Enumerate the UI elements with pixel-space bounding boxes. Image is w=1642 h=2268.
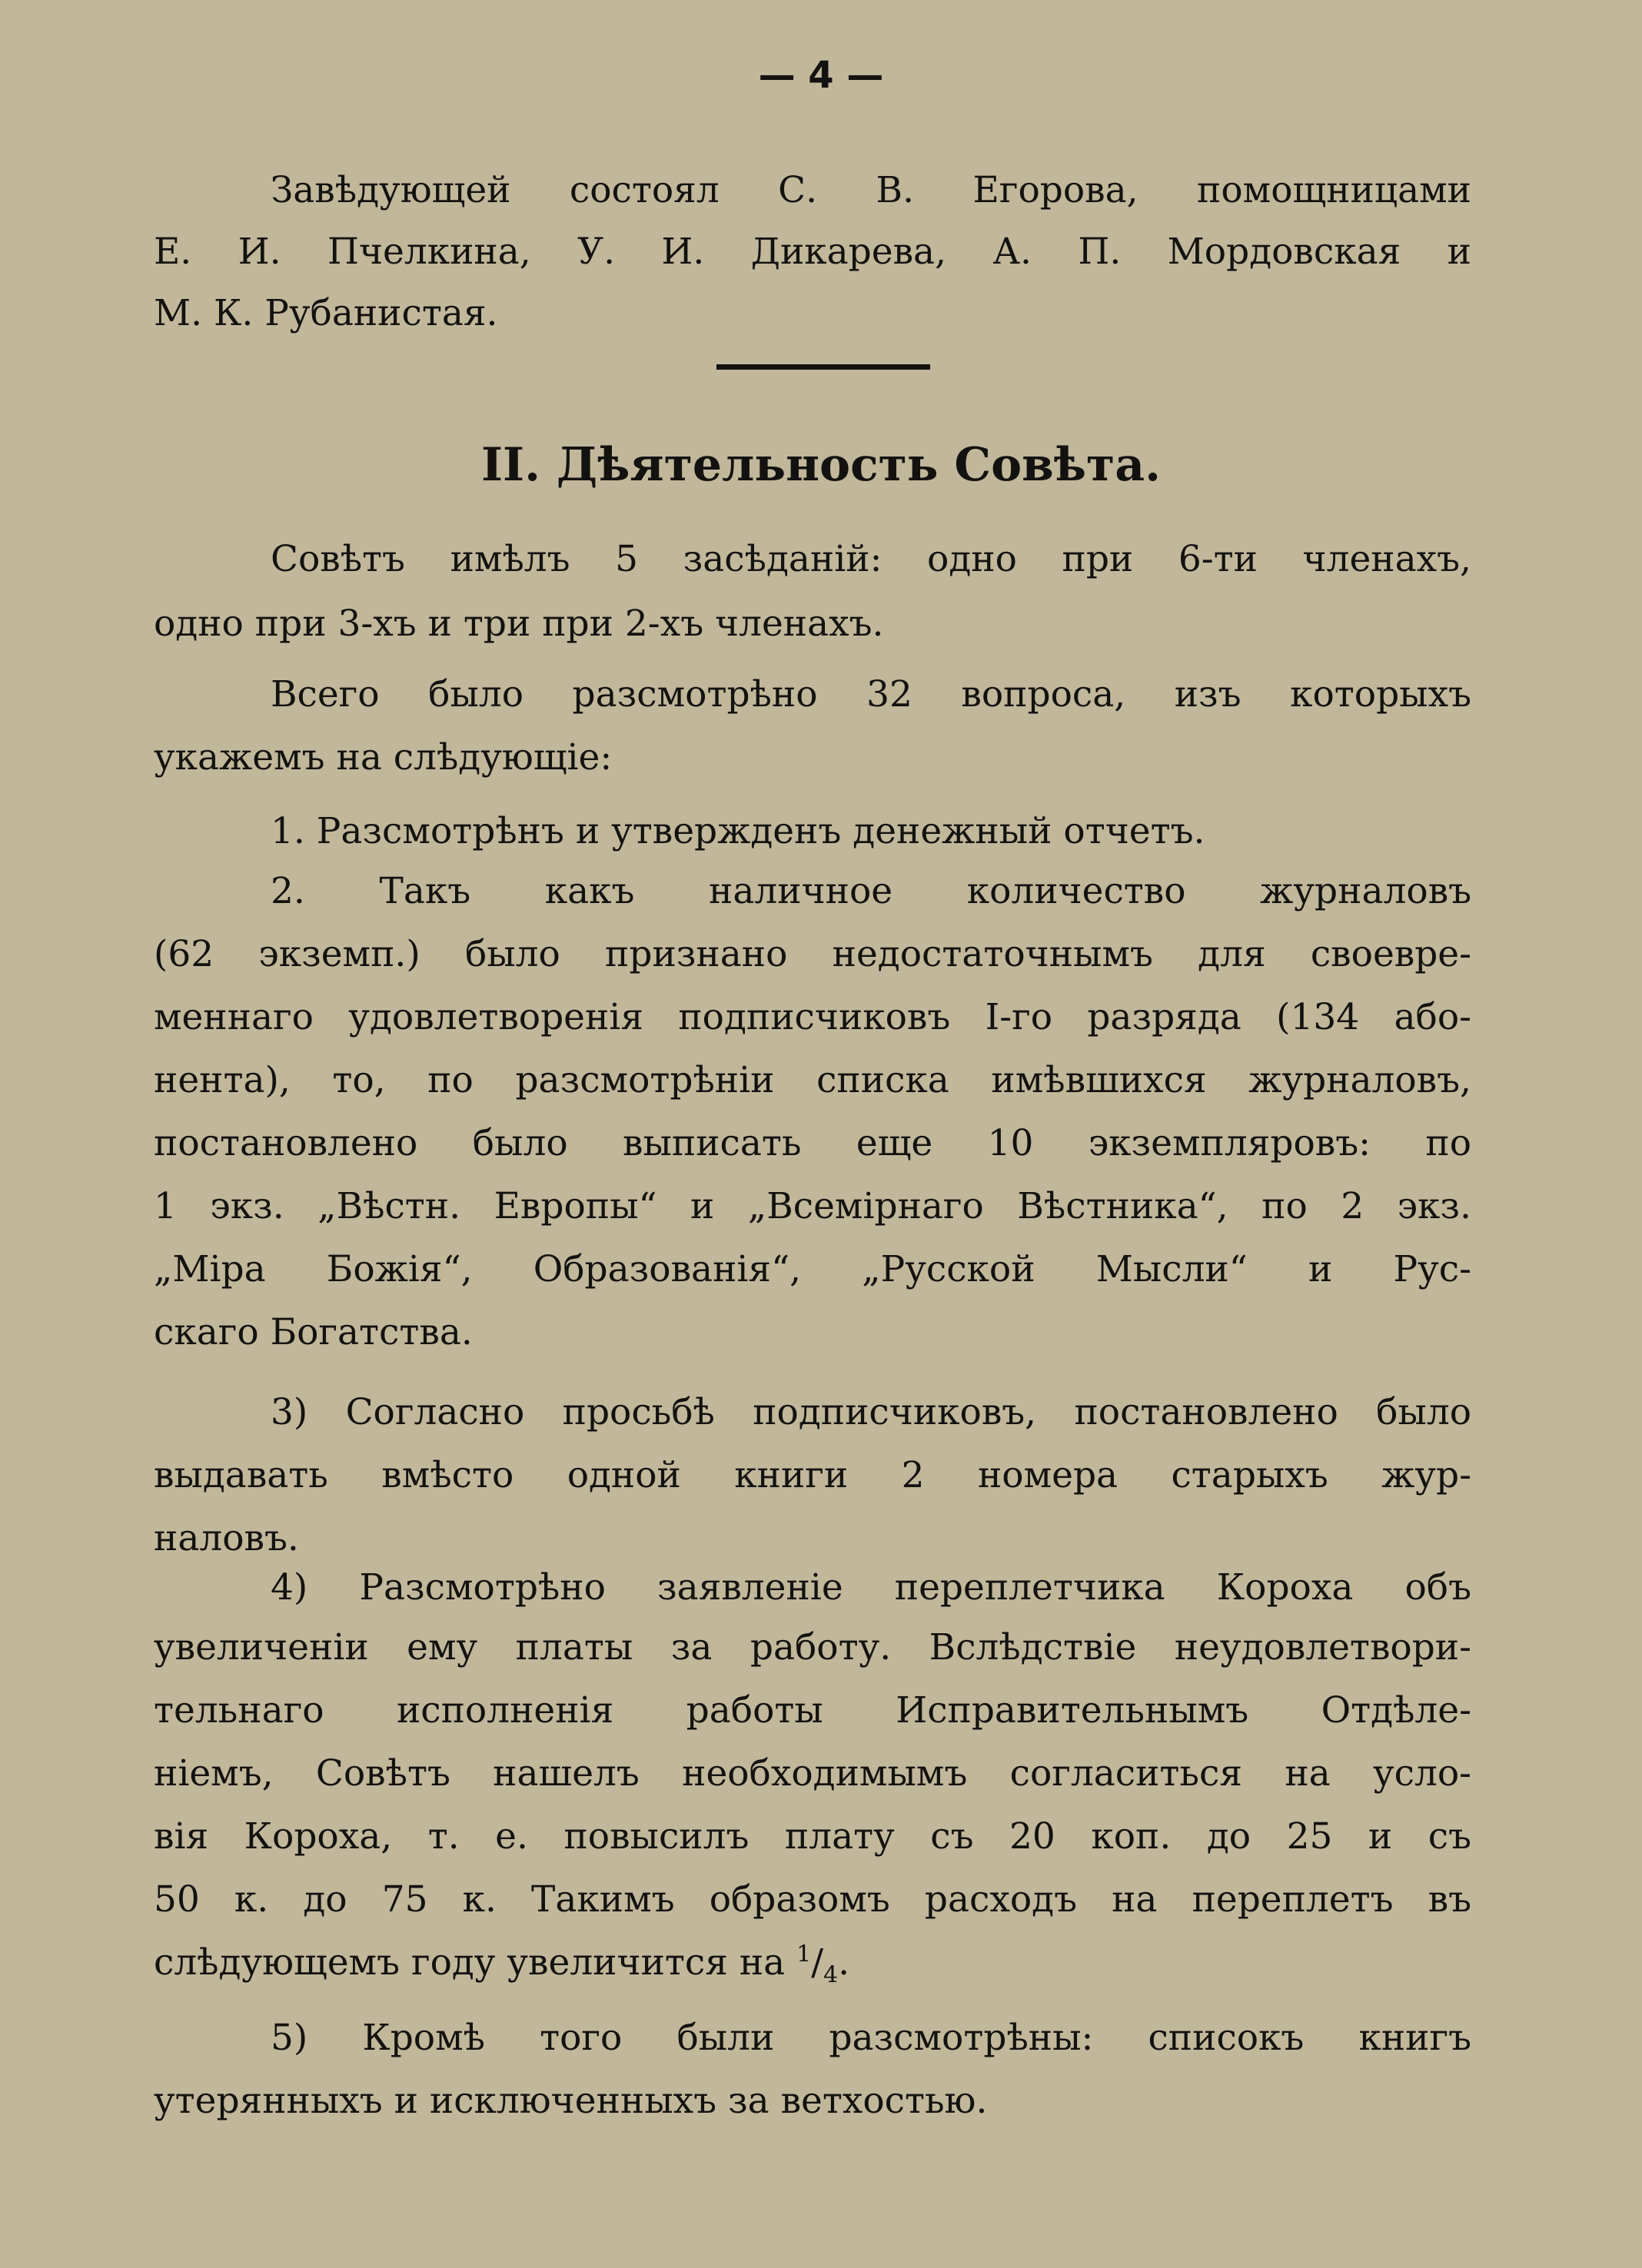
paragraph-5-line-1: 3) Согласно просьбѣ подписчиковъ, постановлено было xyxy=(271,1391,1471,1433)
fraction-trailing-period: . xyxy=(838,1941,850,1984)
paragraph-4-line-8: скаго Богатства. xyxy=(154,1311,473,1353)
section-title: II. Дѣятельность Совѣта. xyxy=(480,438,1161,492)
paragraph-4-line-7: „Міра Божія“, Образованія“, „Русской Мысли“ и Рус- xyxy=(154,1248,1471,1290)
paragraph-1-line-2: одно при 3-хъ и три при 2-хъ членахъ. xyxy=(154,603,884,645)
paragraph-4-line-5: постановлено было выписать еще 10 экземпляровъ: по xyxy=(154,1122,1471,1164)
paragraph-1-line-1: Совѣтъ имѣлъ 5 засѣданій: одно при 6-ти членахъ, xyxy=(271,538,1471,580)
paragraph-4-line-2: (62 экземп.) было признано недостаточнымъ для своевре- xyxy=(154,933,1471,975)
paragraph-7-line-2: утерянныхъ и исключенныхъ за ветхостью. xyxy=(154,2080,988,2122)
paragraph-4-line-1: 2. Такъ какъ наличное количество журналовъ xyxy=(271,870,1471,912)
paragraph-4-line-4: нента), то, по разсмотрѣніи списка имѣвшихся журналовъ, xyxy=(154,1059,1471,1101)
paragraph-4-line-3: меннаго удовлетворенія подписчиковъ I-го разряда (134 або- xyxy=(154,996,1471,1038)
paragraph-6-line-7-text: слѣдующемъ году увеличится на xyxy=(154,1941,797,1984)
fraction-denominator: 4 xyxy=(823,1961,839,1989)
staff-line-3: М. К. Рубанистая. xyxy=(154,292,498,334)
paragraph-4-line-6: 1 экз. „Вѣстн. Европы“ и „Всемірнаго Вѣстника“, по 2 экз. xyxy=(154,1185,1471,1227)
paragraph-6-line-3: тельнаго исполненія работы Исправительнымъ Отдѣле- xyxy=(154,1689,1471,1732)
paragraph-6-line-2: увеличеніи ему платы за работу. Вслѣдствіе неудовлетвори- xyxy=(154,1626,1471,1669)
paragraph-6-line-7: слѣдующемъ году увеличится на $^1/_4$. xyxy=(154,1941,850,1989)
section-divider xyxy=(716,364,930,370)
page-number: — 4 — xyxy=(758,54,884,97)
paragraph-2-line-2: укажемъ на слѣдующіе: xyxy=(154,736,613,779)
fraction-numerator: 1 xyxy=(796,1941,812,1968)
paragraph-7-line-1: 5) Кромѣ того были разсмотрѣны: списокъ книгъ xyxy=(271,2017,1471,2059)
staff-line-2: Е. И. Пчелкина, У. И. Дикарева, А. П. Мордовская и xyxy=(154,231,1471,273)
paragraph-6-line-6: 50 к. до 75 к. Такимъ образомъ расходъ на переплетъ въ xyxy=(154,1878,1471,1921)
paragraph-5-line-3: наловъ. xyxy=(154,1517,299,1559)
paragraph-6-line-1: 4) Разсмотрѣно заявленіе переплетчика Короха объ xyxy=(271,1566,1471,1609)
paragraph-6-line-4: ніемъ, Совѣтъ нашелъ необходимымъ согласиться на усло- xyxy=(154,1752,1471,1795)
paragraph-6-line-5: вія Короха, т. е. повысилъ плату съ 20 коп. до 25 и съ xyxy=(154,1815,1471,1858)
paragraph-2-line-1: Всего было разсмотрѣно 32 вопроса, изъ которыхъ xyxy=(271,673,1471,716)
staff-line-1: Завѣдующей состоял С. В. Егорова, помощницами xyxy=(271,169,1471,211)
paragraph-3-line-1: 1. Разсмотрѣнъ и утвержденъ денежный отчетъ. xyxy=(271,810,1205,852)
paragraph-5-line-2: выдавать вмѣсто одной книги 2 номера старыхъ жур- xyxy=(154,1454,1471,1496)
